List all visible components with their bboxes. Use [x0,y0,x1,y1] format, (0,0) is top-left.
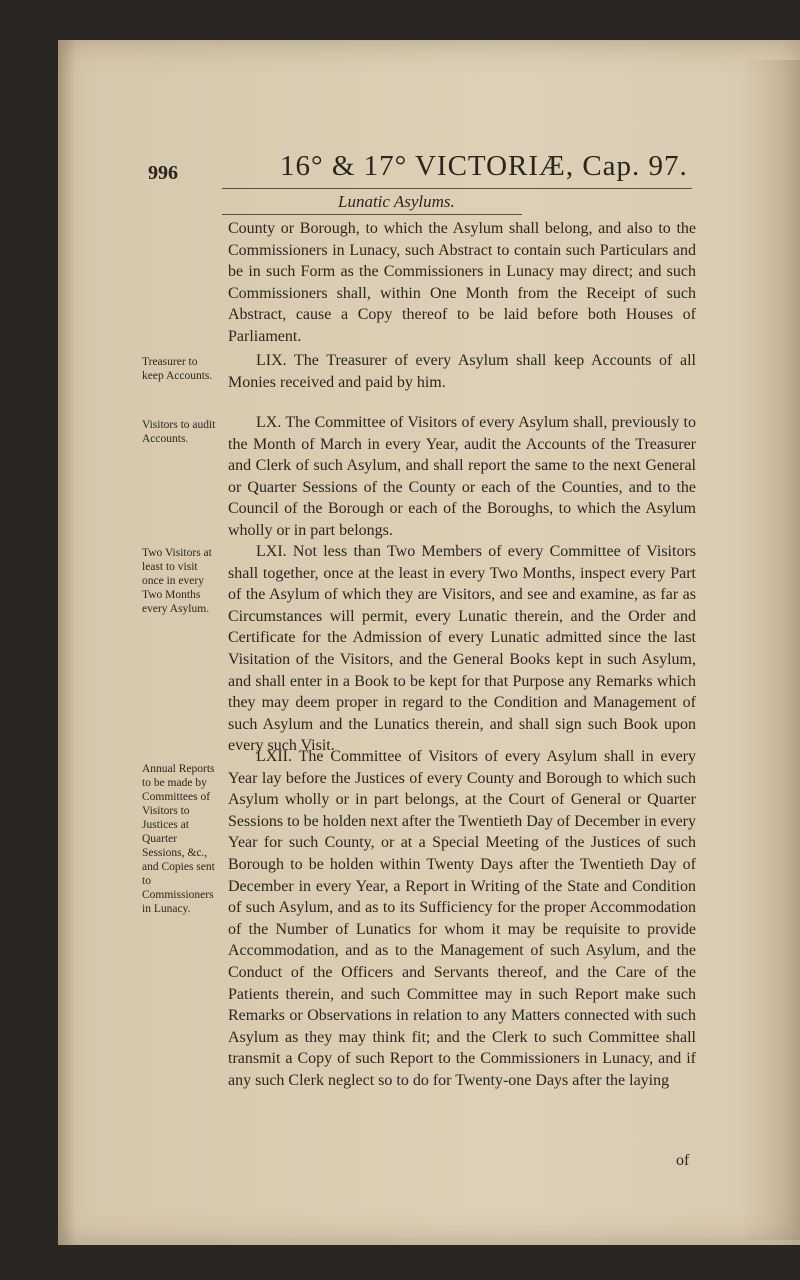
paragraph-text: County or Borough, to which the Asylum shall belong, and also to the Commissioners in Lunacy, such Abstract to contain such Particulars and be in such Form as the Commissioners in Lunacy may direct; and such Commissioners shall, within One Month from the Receipt of such Abstract, cause a Copy thereof to be laid before both Houses of Parliament. [228,220,696,345]
section-lix [228,350,696,393]
paragraph-text: LX. The Committee of Visitors of every Asylum shall, previously to the Month of March in every Year, audit the Accounts of the Treasurer and Clerk of such Asylum, and shall report the same to the next General or Quarter Sessions of the County or each of the Counties, and to the Council of the Borough or each of the Boroughs, to which the Asylum wholly or in part belongs. [228,414,696,539]
section-lxi [228,541,696,757]
page-edge-shadow [740,60,800,1240]
marginal-note-annual-reports: Annual Reports to be made by Committees of Visitors to Justices at Quarter Sessions, &c., and Copies sent to Commissioners in Lunacy. [142,763,215,915]
page-number: 996 [148,162,178,184]
running-head-rule [222,214,522,215]
paragraph-text: LXII. The Committee of Visitors of every Asylum shall in every Year lay before the Justices of every County and Borough to which such Asylum wholly or in part belongs, at the Court of General or Quarter Sessions to be holden next after the Twentieth Day of December in every Year for such County, or at a Special Meeting of the Justices of such Borough to be holden within Twenty Days after the Twentieth Day of December in every Year, a Report in Writing of the State and Condition of such Asylum, and as to its Sufficiency for the proper Accommodation of the Number of Lunatics for whom it may be requisite to provide Accommodation, and as to the Management of such Asylum, and the Conduct of the Officers and Servants thereof, and the Care of the Patients therein, and such Committee may in such Report make such Remarks or Observations in relation to any Matters connected with such Asylum as they may think fit; and the Clerk to such Committee shall transmit a Copy of such Report to the Commissioners in Lunacy, and if any such Clerk neglect so to do for Twenty-one Days after the laying [228,748,696,1089]
marginal-note-treasurer: Treasurer to keep Accounts. [142,356,213,382]
catchword: of [676,1152,690,1169]
page-header-title: 16° & 17° VICTORIÆ, Cap. 97. [280,150,688,182]
paragraph-text: LXI. Not less than Two Members of every Committee of Visitors shall together, once at the least in every Two Months, inspect every Part of the Asylum of which they are Visitors, and see and examine, as far as Circumstances will permit, every Lunatic therein, and the Order and Certificate for the Admission of every Lunatic admitted since the last Visitation of the Visitors, and the General Books kept in such Asylum, and shall enter in a Book to be kept for that Purpose any Remarks which they may deem proper in regard to the Condition and Management of such Asylum and the Lunatics therein, and shall sign such Book upon every such Visit. [228,543,696,755]
paragraph-text: LIX. The Treasurer of every Asylum shall keep Accounts of all Monies received and paid by him. [228,352,696,391]
marginal-note-two-visitors: Two Visitors at least to visit once in every Two Months every Asylum. [142,547,212,615]
section-lxii [228,746,696,1092]
header-rule [222,188,692,189]
section-lx [228,412,696,542]
running-head: Lunatic Asylums. [338,192,455,211]
marginal-note-visitors-audit: Visitors to audit Accounts. [142,419,216,445]
paragraph-continuation [228,218,696,348]
